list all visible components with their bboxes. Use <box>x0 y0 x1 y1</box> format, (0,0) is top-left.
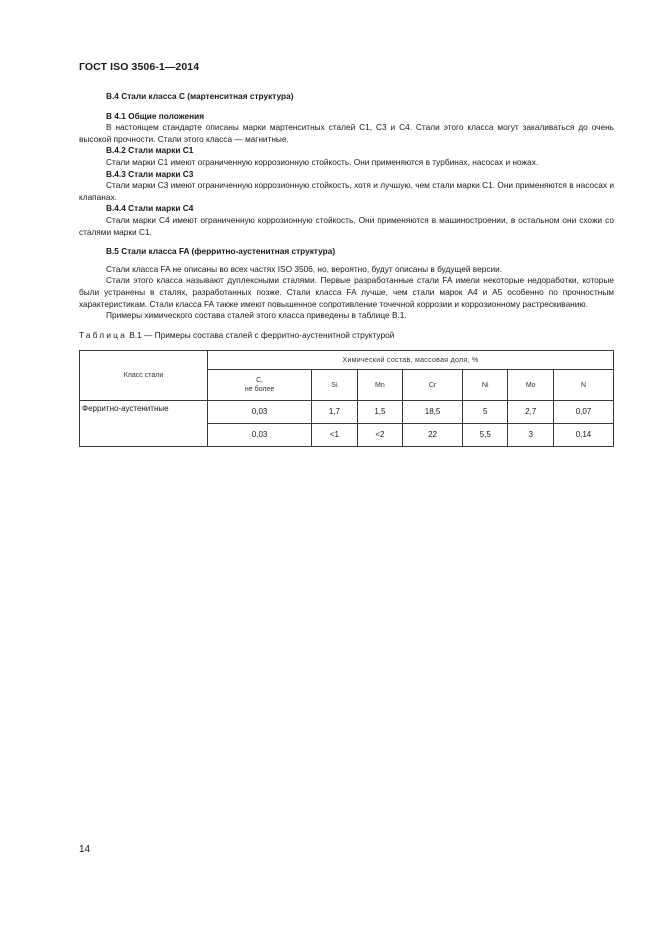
table-cell: <2 <box>357 424 402 447</box>
grade-c4-text: Стали марки С4 имеют ограниченную коррозионную стойкость. Они применяются в машиностроении, в остальном они схожи со сталями марки С1. <box>79 214 614 237</box>
table-cell: 0,03 <box>208 424 312 447</box>
table-cell: 0,07 <box>553 401 613 424</box>
header-chemical-composition: Химический состав, массовая доля, % <box>208 351 614 370</box>
general-provisions-text: В настоящем стандарте описаны марки мартенситных сталей С1, С3 и С4. Стали этого класса могут закаливаться до очень высокой прочности. Стали этого класса — магнитные. <box>79 122 614 144</box>
cell-steel-class: Ферритно-аустенитные <box>80 401 208 447</box>
header-element-cr: Cr <box>403 370 463 401</box>
table-cell: 5 <box>462 401 507 424</box>
table-cell: 22 <box>403 424 463 447</box>
fa-paragraph-2: Стали этого класса называют дуплексными сталями. Первые разработанные стали FA имели некоторые недоработки, которые были устранены в сталях, разработанных позже. Стали класса FA лучше, чем стали марок А4 и А5 особенно по прочностным характеристикам. Стали класса FA также имеют повышенное сопротивление точечной коррозии и коррозионному растрескиванию. <box>79 275 614 309</box>
fa-paragraph-3: Примеры химического состава сталей этого класса приведены в таблице В.1. <box>106 310 407 321</box>
table-cell: 5,5 <box>462 424 507 447</box>
table-caption <box>79 330 614 342</box>
table-caption-word: Таблица <box>79 329 127 340</box>
section-b4-title: B.4 Стали класса С (мартенситная структура) <box>106 91 294 101</box>
table-cell: 2,7 <box>508 401 553 424</box>
header-element-ni: Ni <box>462 370 507 401</box>
header-element-mn: Mn <box>357 370 402 401</box>
table-cell: 1,5 <box>357 401 402 424</box>
table-cell: 3 <box>508 424 553 447</box>
page-number: 14 <box>79 844 91 855</box>
grade-c3-title: В.4.3 Стали марки С3 <box>106 168 194 179</box>
header-element-c: С, не более <box>208 370 312 401</box>
table-cell: 0,03 <box>208 401 312 424</box>
page-body <box>79 91 614 447</box>
table-cell: 1,7 <box>312 401 357 424</box>
table-cell: 0,14 <box>553 424 613 447</box>
table-caption-text: В.1 — Примеры состава сталей с ферритно-аустенитной структурой <box>129 329 395 340</box>
grade-c4-title: В.4.4 Стали марки С4 <box>106 203 194 214</box>
header-steel-class: Класс стали <box>80 351 208 401</box>
header-element-si: Si <box>312 370 357 401</box>
section-b5-title: B.5 Стали класса FA (ферритно-аустенитная структура) <box>106 246 336 257</box>
header-element-mo: Mo <box>508 370 553 401</box>
table-cell: 18,5 <box>403 401 463 424</box>
grade-c1-title: В.4.2 Стали марки С1 <box>106 145 194 156</box>
grade-c3-text: Стали марки С3 имеют ограниченную коррозионную стойкость, хотя и лучшую, чем стали марки С1. Они применяются в насосах и клапанах. <box>79 180 614 202</box>
fa-paragraph-1: Стали класса FA не описаны во всех частях ISO 3506, но, вероятно, будут описаны в будущей версии. <box>106 263 503 274</box>
composition-table <box>79 350 614 447</box>
general-provisions-title: В 4.1 Общие положения <box>106 110 205 121</box>
document-code: ГОСТ ISO 3506-1—2014 <box>79 61 200 73</box>
table-cell: <1 <box>312 424 357 447</box>
header-element-n: N <box>553 370 613 401</box>
grade-c1-text: Стали марки С1 имеют ограниченную коррозионную стойкость. Они применяются в турбинах, насосах и ножах. <box>106 156 539 167</box>
table-row <box>80 401 614 424</box>
